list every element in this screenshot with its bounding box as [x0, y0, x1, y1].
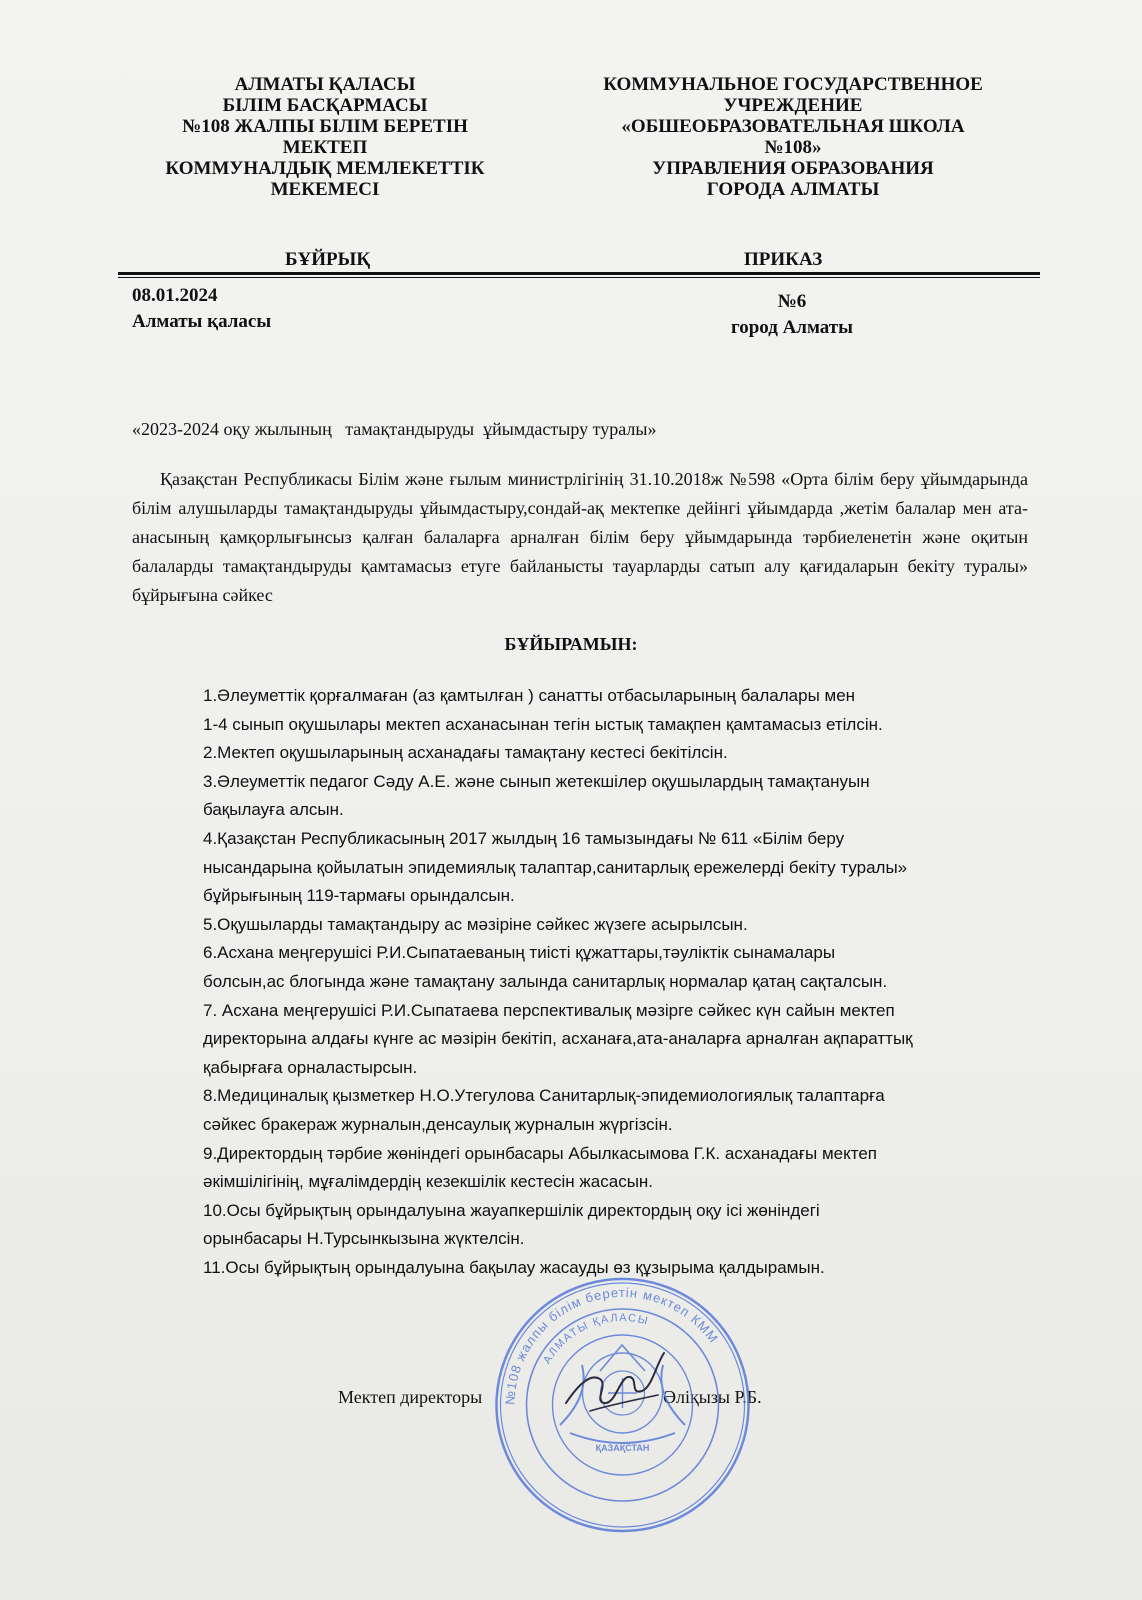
- list-item: 1-4 сынып оқушылары мектеп асханасынан тегін ыстық тамақпен қамтамасыз етілсін.: [203, 714, 883, 734]
- list-item: бақылауға алсын.: [203, 800, 344, 820]
- header-kz: [140, 74, 510, 200]
- signer-role: Мектеп директоры: [338, 1387, 483, 1407]
- list-item: 3.Әлеуметтік педагог Сәду А.Е. және сынып жетекшілер оқушылардың тамақтануын: [203, 771, 870, 791]
- list-item: әкімшілігінің, мұғалімдердің кезекшілік кестесін жасасын.: [203, 1172, 654, 1192]
- stamp-outer-text: №108 жалпы білім беретін мектеп КММ: [502, 1284, 722, 1406]
- header-ru-line: УЧРЕЖДЕНИЕ: [723, 95, 863, 116]
- list-item: 6.Асхана меңгерушісі Р.И.Сыпатаеваның тиісті құжаттары,тәуліктік сынамалары: [203, 943, 836, 963]
- list-item: сәйкес бракераж журналын,денсаулық журналын жүргізсін.: [203, 1114, 673, 1134]
- header-ru-line: КОММУНАЛЬНОЕ ГОСУДАРСТВЕННОЕ: [603, 74, 983, 95]
- list-item: 7. Асхана меңгерушісі Р.И.Сыпатаева перспективалық мәзірге сәйкес күн сайын мектеп: [203, 1000, 895, 1020]
- order-number: №6: [777, 291, 807, 312]
- header-divider-thin: [118, 277, 1040, 278]
- stamp-center-text: ҚАЗАҚСТАН: [595, 1443, 650, 1453]
- list-item: 11.Осы бұйрықтың орындалуына бақылау жасауды өз құзырыма қалдырамын.: [203, 1257, 825, 1277]
- order-date: 08.01.2024: [132, 285, 218, 306]
- header-ru-line: «ОБШЕОБРАЗОВАТЕЛЬНАЯ ШКОЛА: [621, 116, 965, 137]
- header-ru-line: №108»: [764, 137, 822, 158]
- header-divider-thick: [118, 272, 1040, 275]
- header-ru-line: УПРАВЛЕНИЯ ОБРАЗОВАНИЯ: [652, 158, 934, 179]
- meta-right: [712, 289, 872, 341]
- header-kz-line: МЕКТЕП: [282, 137, 368, 158]
- preamble-paragraph: Қазақстан Республикасы Білім және ғылым министрлігінің 31.10.2018ж №598 «Орта білім беру ұйымдарында білім алушыларды тамақтандыруды ұйымдастыру,сондай-ақ мектепке дейінгі ұйымдарда ,жетім балалар мен ата-анасының қамқорлығынсыз қалған балаларға арналған білім беру ұйымдарында тәрбиеленетін және оқитын балаларды тамақтандыруды қамтамасыз етуге байланысты тауарларды сатып алу қағидаларын бекіту туралы» бұйрығына сәйкес: [132, 469, 1028, 605]
- list-item: нысандарына қойылатын эпидемиялық талаптар,санитарлық ережелерді бекіту туралы»: [203, 857, 908, 877]
- header-kz-line: МЕКЕМЕСІ: [270, 179, 380, 200]
- list-item: 5.Оқушыларды тамақтандыру ас мәзіріне сәйкес жүзеге асырылсын.: [203, 914, 748, 934]
- list-item: қабырғаға орналастырсын.: [203, 1057, 418, 1077]
- list-item: орынбасары Н.Турсынкызына жүктелсін.: [203, 1229, 525, 1249]
- list-item: 4.Қазақстан Республикасының 2017 жылдың 16 тамызындағы № 611 «Білім беру: [203, 828, 845, 848]
- header-ru: [568, 74, 1018, 200]
- handwritten-signature-icon: [560, 1345, 670, 1425]
- order-items-list: [203, 682, 1053, 1282]
- order-heading: БҰЙЫРАМЫН:: [504, 634, 638, 654]
- header-kz-line: №108 ЖАЛПЫ БІЛІМ БЕРЕТІН: [182, 116, 468, 137]
- list-item: 1.Әлеуметтік қорғалмаған (аз қамтылған ) санатты отбасыларының балалары мен: [203, 686, 856, 705]
- stamp-inner-text: АЛМАТЫ ҚАЛАСЫ: [541, 1311, 651, 1367]
- list-item: 10.Осы бұйрықтың орындалуына жауапкершілік директордың оқу ісі жөніндегі: [203, 1200, 820, 1220]
- list-item: болсын,ас блогында және тамақтану залында санитарлық нормалар қатаң сақталсын.: [203, 971, 888, 991]
- header-kz-line: АЛМАТЫ ҚАЛАСЫ: [234, 74, 416, 95]
- order-subject: «2023-2024 оқу жылының тамақтандыруды ұйымдастыру туралы»: [132, 419, 657, 439]
- signer-name: Әліқызы Р.Б.: [663, 1387, 762, 1407]
- meta-left: [132, 283, 271, 335]
- list-item: 8.Медициналық қызметкер Н.О.Утегулова Санитарлық-эпидемиологиялық талаптарға: [203, 1086, 885, 1106]
- header-kz-line: БІЛІМ БАСҚАРМАСЫ: [222, 95, 428, 116]
- city-kz: Алматы қаласы: [132, 311, 272, 332]
- list-item: 2.Мектеп оқушыларының асханадағы тамақтану кестесі бекітілсін.: [203, 743, 728, 763]
- city-ru: город Алматы: [731, 317, 853, 338]
- list-item: бұйрығының 119-тармағы орындалсын.: [203, 886, 515, 906]
- header-kz-line: КОММУНАЛДЫҚ МЕМЛЕКЕТТІК: [165, 158, 485, 179]
- header-ru-line: ГОРОДА АЛМАТЫ: [706, 179, 880, 200]
- document-title-kz: БҰЙРЫҚ: [285, 249, 371, 270]
- document-title-ru: ПРИКАЗ: [744, 249, 823, 270]
- list-item: директорына алдағы күнге ас мәзірін бекітіп, асханаға,ата-аналарға арналған ақпараттық: [203, 1029, 913, 1049]
- list-item: 9.Директордың тәрбие жөніндегі орынбасары Абылкасымова Г.К. асханадағы мектеп: [203, 1143, 877, 1163]
